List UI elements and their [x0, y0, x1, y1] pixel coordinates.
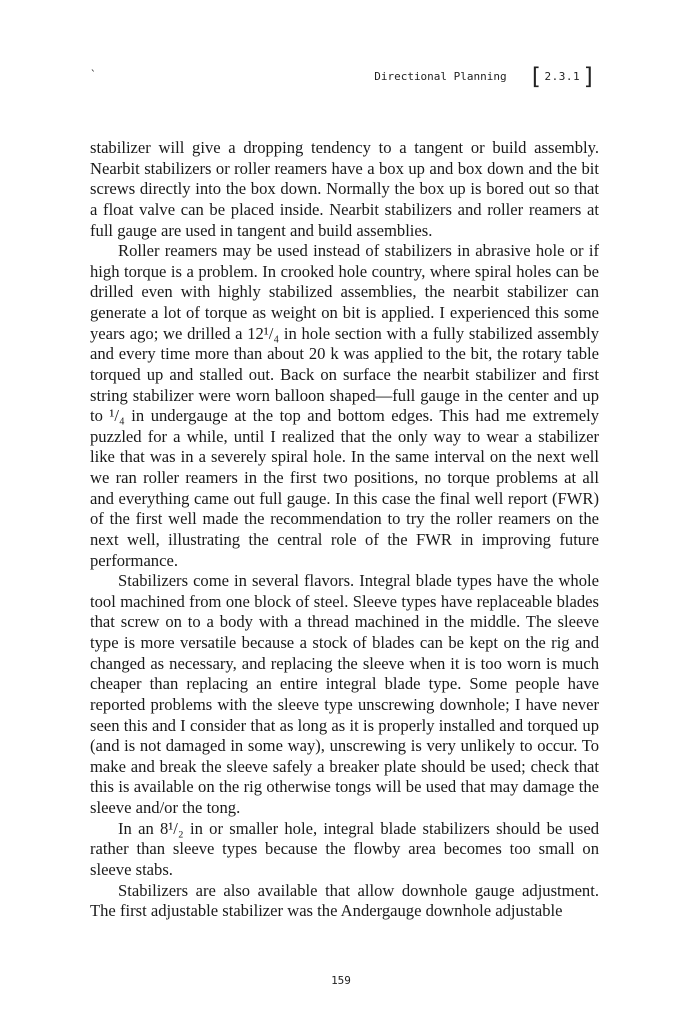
body-text [90, 138, 599, 922]
section-bracket-open: [ [528, 64, 543, 90]
section-bracket-close: ] [582, 64, 596, 90]
paragraph-continued: stabilizer will give a dropping tendency to a tangent or build assembly. Nearbit stabilizers or roller reamers have a box up and box down and the bit screws directly into the box down. Normally the box up is bored out so that a float valve can be placed inside. Nearbit stabilizers and roller reamers at full gauge are used in tangent and build assemblies. [90, 138, 599, 240]
running-head [374, 64, 596, 90]
paragraph-small-hole: In an 8¹/₂ in or smaller hole, integral blade stabilizers should be used rather than sleeve types because the flowby area becomes too small on sleeve stabs. [90, 818, 599, 879]
stray-mark: ` [90, 68, 97, 81]
paragraph-stabilizer-types: Stabilizers come in several flavors. Integral blade types have the whole tool machined from one block of steel. Sleeve types have replaceable blades that screw on to a body with a thread machined in the middle. The sleeve type is more versatile because a stock of blades can be kept on the rig and changed as necessary, and replacing the sleeve when it is too worn is much cheaper than replacing an entire integral blade type. Some people have reported problems with the sleeve type unscrewing downhole; I have never seen this and I consider that as long as it is properly installed and torqued up (and is not damaged in some way), unscrewing is very unlikely to occur. To make and break the sleeve safely a breaker plate should be used; check that this is available on the rig otherwise tongs will be used that may damage the sleeve and/or the tong. [90, 571, 599, 817]
paragraph-adjustable: Stabilizers are also available that allow downhole gauge adjustment. The first adjustable stabilizer was the Andergauge downhole adjustable [90, 880, 599, 921]
section-number: 2.3.1 [544, 69, 581, 83]
page-number: 159 [331, 974, 351, 987]
paragraph-roller-reamers: Roller reamers may be used instead of stabilizers in abrasive hole or if high torque is a problem. In crooked hole country, where spiral holes can be drilled even with highly stabilized assemblies, the nearbit stabilizer can generate a lot of torque as weight on bit is applied. I experienced this some years ago; we drilled a 12¹/₄ in hole section with a fully stabilized assembly and every time more than about 20 k was applied to the bit, the rotary table torqued up and stalled out. Back on surface the nearbit stabilizer and first string stabilizer were worn balloon shaped—full gauge in the center and up to ¹/₄ in undergauge at the top and bottom edges. This had me extremely puzzled for a while, until I realized that the only way to wear a stabilizer like that was in a severely spiral hole. In the same interval on the next well we ran roller reamers in the first two positions, no torque problems at all and everything came out full gauge. In this case the final well report (FWR) of the first well made the recommendation to try the roller reamers on the next well, illustrating the central role of the FWR in improving future performance. [90, 241, 599, 570]
running-head-title: Directional Planning [374, 69, 507, 83]
